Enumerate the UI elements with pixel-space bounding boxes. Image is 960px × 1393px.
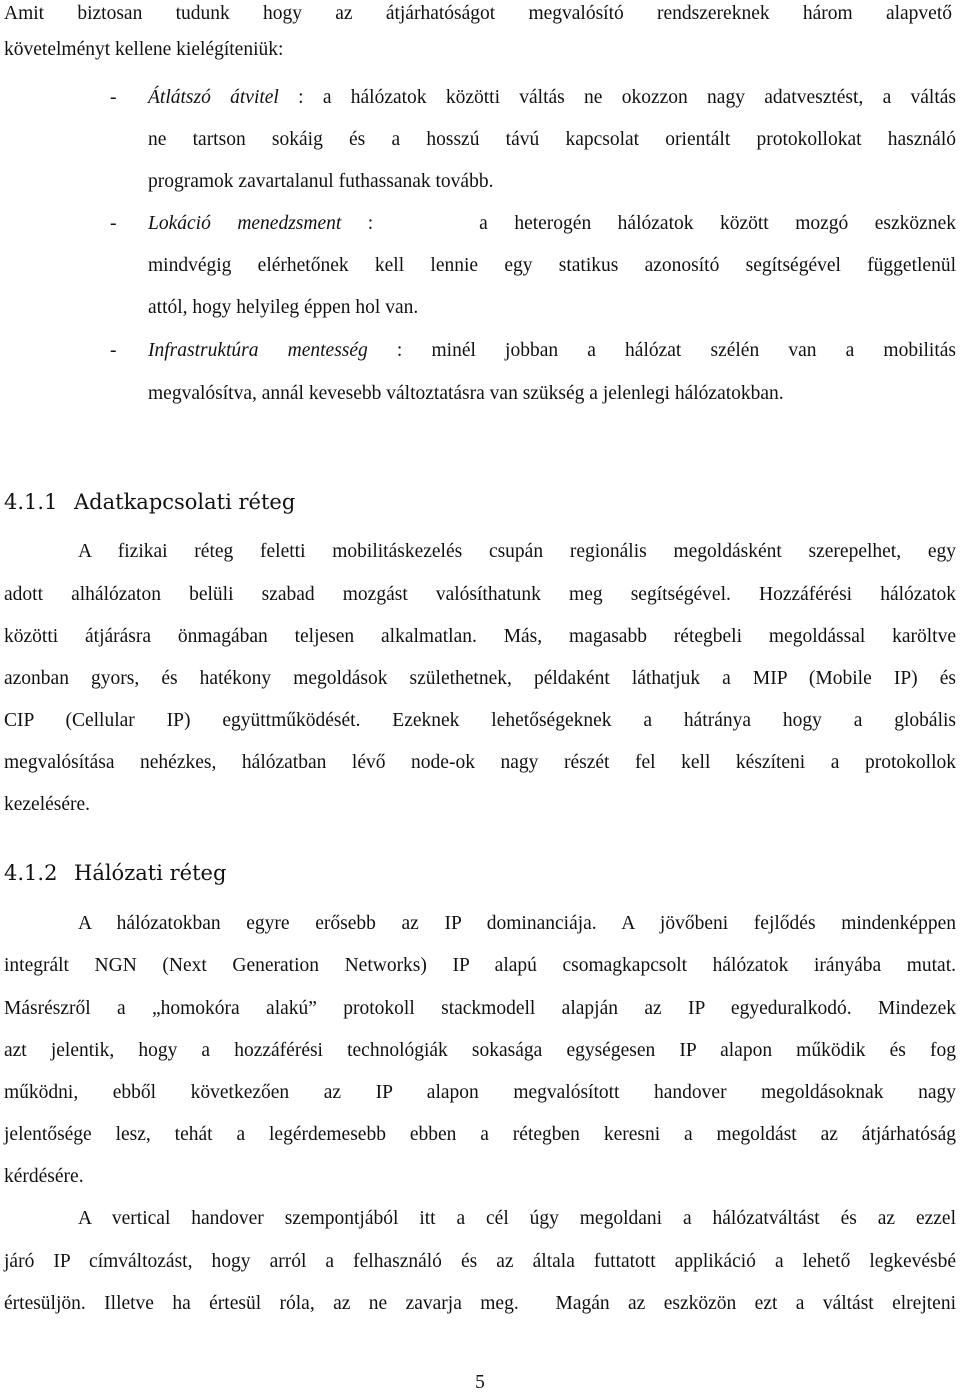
section-title: Adatkapcsolati réteg	[74, 490, 296, 514]
section1-line-4: azonban gyors, és hatékony megoldások születhetnek, példaként láthatjuk a MIP (Mobile IP) és	[4, 668, 956, 689]
bullet-dash: -	[110, 213, 117, 234]
section2-p2-line-3: értesüljön. Illetve ha értesül róla, az ne zavarja meg. Magán az eszközön ezt a váltást elrejteni	[4, 1293, 956, 1314]
intro-line-1: Amit biztosan tudunk hogy az átjárhatóságot megvalósító rendszereknek három alapvető	[4, 3, 952, 24]
section-heading	[4, 863, 226, 884]
section2-p1-line-1: A hálózatokban egyre erősebb az IP dominanciája. A jövőbeni fejlődés mindenképpen	[78, 913, 956, 934]
bullet-3-term: Infrastruktúra mentesség	[148, 340, 368, 361]
bullet-1-line-2: ne tartson sokáig és a hosszú távú kapcsolat orientált protokollokat használó	[148, 129, 956, 150]
section2-p1-line-4: azt jelentik, hogy a hozzáférési technológiák sokasága egységesen IP alapon működik és fog	[4, 1040, 956, 1061]
bullet-1-line-3: programok zavartalanul futhassanak tovább.	[148, 171, 494, 192]
section2-p2-line-2: járó IP címváltozást, hogy arról a felhasználó és az általa futtatott applikáció a lehető legkevésbé	[4, 1251, 956, 1272]
section1-line-3: közötti átjárásra önmagában teljesen alkalmatlan. Más, magasabb rétegbeli megoldással karöltve	[4, 626, 956, 647]
section2-p1-line-7: kérdésére.	[4, 1166, 84, 1187]
section1-line-6: megvalósítása nehézkes, hálózatban lévő node-ok nagy részét fel kell készíteni a protokollok	[4, 752, 956, 773]
section2-p1-line-6: jelentősége lesz, tehát a legérdemesebb ebben a rétegben keresni a megoldást az átjárhatóság	[4, 1124, 956, 1145]
bullet-3-line-2: megvalósítva, annál kevesebb változtatásra van szükség a jelenlegi hálózatokban.	[148, 383, 784, 404]
section2-p2-line-1: A vertical handover szempontjából itt a cél úgy megoldani a hálózatváltást és az ezzel	[78, 1208, 956, 1229]
bullet-2-text: : a heterogén hálózatok között mozgó eszköznek	[341, 213, 956, 234]
section-title: Hálózati réteg	[74, 861, 227, 885]
intro-line-2: követelményt kellene kielégíteniük:	[4, 39, 284, 60]
section-heading	[4, 492, 295, 513]
section2-p1-line-3: Másrészről a „homokóra alakú” protokoll stackmodell alapján az IP egyeduralkodó. Mindezek	[4, 998, 956, 1019]
bullet-3-text: : minél jobban a hálózat szélén van a mobilitás	[367, 340, 957, 361]
bullet-2-line-3: attól, hogy helyileg éppen hol van.	[148, 297, 419, 318]
bullet-2-line-1	[148, 214, 956, 234]
section1-line-1: A fizikai réteg feletti mobilitáskezelés csupán regionális megoldásként szerepelhet, egy	[78, 541, 956, 562]
section1-line-2: adott alhálózaton belüli szabad mozgást valósíthatunk meg segítségével. Hozzáférési hálózatok	[4, 584, 956, 605]
section-number: 4.1.1	[4, 490, 58, 514]
section2-p1-line-2: integrált NGN (Next Generation Networks) IP alapú csomagkapcsolt hálózatok irányába mutat.	[4, 955, 956, 976]
section1-line-5: CIP (Cellular IP) együttműködését. Ezeknek lehetőségeknek a hátránya hogy a globális	[4, 710, 956, 731]
bullet-3-line-1	[148, 341, 956, 361]
bullet-1-term: Átlátszó átvitel	[148, 87, 279, 108]
section1-line-7: kezelésére.	[4, 794, 91, 815]
bullet-2-line-2: mindvégig elérhetőnek kell lennie egy statikus azonosító segítségével függetlenül	[148, 255, 956, 276]
page-number: 5	[475, 1372, 485, 1393]
bullet-1-line-1	[148, 88, 956, 108]
section-number: 4.1.2	[4, 861, 58, 885]
bullet-dash: -	[110, 87, 117, 108]
bullet-2-term: Lokáció menedzsment	[148, 213, 342, 234]
bullet-dash: -	[110, 340, 117, 361]
bullet-1-text: : a hálózatok közötti váltás ne okozzon nagy adatvesztést, a váltás	[278, 87, 957, 108]
section2-p1-line-5: működni, ebből következően az IP alapon megvalósított handover megoldásoknak nagy	[4, 1082, 956, 1103]
